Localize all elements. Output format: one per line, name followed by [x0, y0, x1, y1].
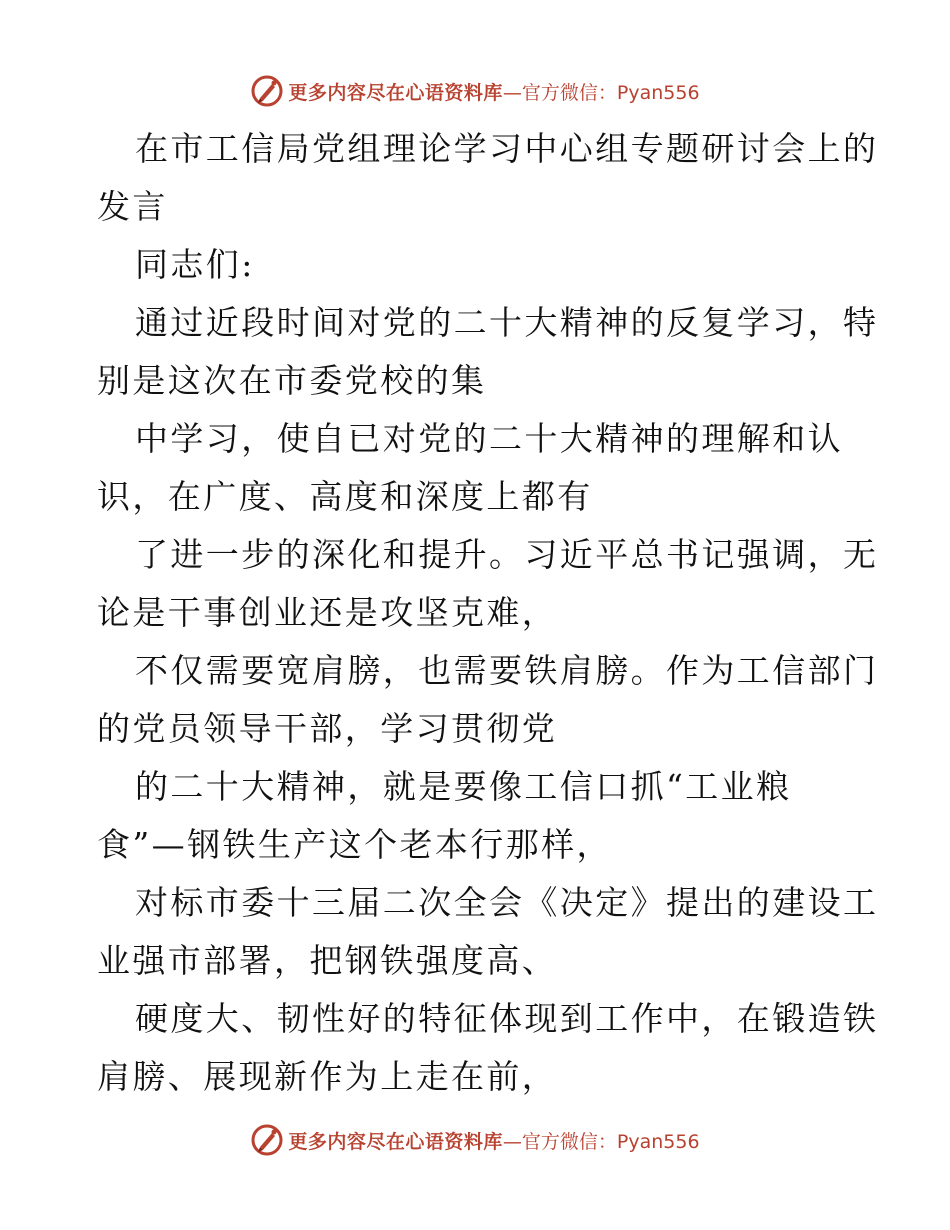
header-watermark — [0, 71, 950, 111]
document-body — [97, 120, 879, 1106]
text-line: 的二十大精神，就是要像工信口抓“工业粮 — [135, 767, 792, 806]
text-line: 同志们: — [135, 245, 255, 284]
text-line: 的党员领导干部，学习贯彻党 — [97, 709, 558, 748]
text-line: 对标市委十三届二次全会《决定》提出的建设工 — [135, 883, 879, 922]
text-line: 硬度大、韧性好的特征体现到工作中，在锻造铁 — [135, 999, 879, 1038]
text-line: 食”—钢铁生产这个老本行那样， — [97, 825, 612, 864]
text-line: 别是这次在市委党校的集 — [97, 361, 487, 400]
text-line: 论是干事创业还是攻坚克难， — [97, 593, 558, 632]
text-line: 了进一步的深化和提升。习近平总书记强调，无 — [135, 535, 879, 574]
watermark-contact: —官方微信：Pyan556 — [502, 81, 700, 104]
paragraph — [97, 642, 879, 758]
salutation — [97, 236, 857, 294]
text-line: 在市工信局党组理论学习中心组专题研讨会上的 — [135, 129, 879, 168]
text-line: 不仅需要宽肩膀，也需要铁肩膀。作为工信部门 — [135, 651, 879, 690]
watermark-contact: —官方微信：Pyan556 — [502, 1130, 700, 1153]
pen-circle-icon — [250, 74, 284, 108]
watermark-brand: 更多内容尽在心语资料库 — [288, 1130, 503, 1153]
text-line: 识，在广度、高度和深度上都有 — [97, 477, 593, 516]
pen-circle-icon — [250, 1123, 284, 1157]
footer-watermark — [0, 1120, 950, 1160]
paragraph — [97, 410, 857, 526]
paragraph — [97, 990, 879, 1106]
paragraph — [97, 294, 879, 410]
text-line: 肩膀、展现新作为上走在前， — [97, 1057, 558, 1096]
text-line: 通过近段时间对党的二十大精神的反复学习，特 — [135, 303, 879, 342]
document-title — [97, 120, 879, 236]
paragraph — [97, 526, 879, 642]
paragraph — [97, 758, 857, 874]
paragraph — [97, 874, 879, 990]
text-line: 中学习，使自已对党的二十大精神的理解和认 — [135, 419, 843, 458]
text-line: 发言 — [97, 187, 168, 226]
watermark-brand: 更多内容尽在心语资料库 — [288, 81, 503, 104]
text-line: 业强市部署，把钢铁强度高、 — [97, 941, 558, 980]
